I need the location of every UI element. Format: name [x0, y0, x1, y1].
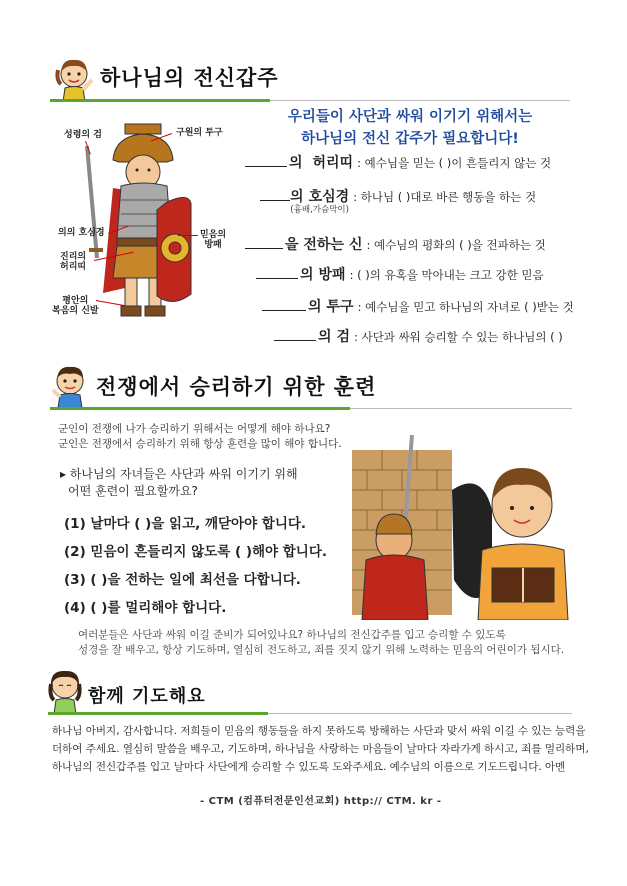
label-shoes-line2: 복음의 신발 [52, 306, 99, 316]
training-intro-line2: 군인은 전쟁에서 승리하기 위해 항상 훈련을 많이 해야 합니다. [58, 438, 342, 450]
answer-blank[interactable] [262, 297, 306, 311]
label-shield [200, 230, 226, 250]
armor-row-prefix: 의 [308, 299, 322, 315]
section2-underline [50, 407, 350, 410]
armor-headline [270, 106, 550, 150]
section2-title: 전쟁에서 승리하기 위한 훈련 [96, 375, 377, 399]
training-intro-line1: 군인이 전쟁에 나가 승리하기 위해서는 어떻게 해야 하나요? [58, 423, 331, 435]
label-belt-line2: 허리띠 [60, 262, 87, 272]
training-question-line1: ▸ 하나님의 자녀들은 사단과 싸워 이기기 위해 [60, 467, 298, 481]
training-question-line2: 어떤 훈련이 필요할까요? [68, 484, 198, 498]
section3-underline [48, 712, 268, 715]
answer-blank[interactable] [256, 265, 298, 279]
footer-credit: - CTM (컴퓨터전문인선교회) http:// CTM. kr - [200, 796, 442, 807]
armor-row-shoes [245, 234, 546, 254]
armor-row-name-group [290, 186, 349, 215]
label-shoes-line1: 평안의 [62, 296, 89, 306]
label-breastplate: 의의 호심경 [58, 228, 105, 238]
armor-row-name: 호심경 [308, 189, 350, 205]
armor-row-sword [274, 326, 563, 346]
section2-divider [350, 408, 572, 409]
armor-row-prefix: 의 [289, 155, 303, 171]
training-item-3: (3) ( )을 전하는 일에 최선을 다합니다. [64, 572, 301, 588]
section1-title: 하나님의 전신갑주 [100, 66, 279, 90]
pointer-shield [178, 235, 198, 236]
section1-divider [270, 100, 570, 101]
armor-row-name: 방패 [318, 267, 346, 283]
kid-praying-icon [46, 668, 84, 714]
section3-divider [268, 713, 572, 714]
soldier-and-boy-reading-illustration [342, 430, 572, 620]
armor-row-shield [256, 264, 544, 284]
armor-row-name: 신 [348, 237, 363, 253]
answer-blank[interactable] [274, 327, 316, 341]
section3-title: 함께 기도해요 [88, 686, 206, 707]
training-closing [78, 628, 564, 658]
armor-row-name: 검 [336, 329, 351, 345]
label-shield-line2: 방패 [204, 240, 222, 250]
label-belt-line1: 진리의 [60, 252, 87, 262]
armor-row-subtitle: (흉배,가슴막이) [290, 205, 349, 215]
label-shield-line1: 믿음의 [200, 230, 227, 240]
armor-row-desc: : 예수님을 믿는 ( )이 흔들리지 않는 것 [357, 156, 552, 170]
training-intro [58, 422, 342, 452]
answer-blank[interactable] [260, 187, 290, 201]
armor-row-desc: : 예수님을 믿고 하나님의 자녀로 ( )받는 것 [357, 300, 574, 314]
label-helmet: 구원의 투구 [176, 128, 223, 138]
armor-row-desc: : 예수님의 평화의 ( )을 전파하는 것 [366, 238, 546, 252]
prayer-line2: 더하여 주세요. 열심히 말씀을 배우고, 기도하며, 하나님을 사랑하는 마음들이 날마다 자라가게 하시고, 죄를 멀리하며, [52, 743, 589, 755]
armor-row-desc: : 하나님 ( )대로 바른 행동을 하는 것 [353, 190, 537, 204]
armor-row-belt [245, 152, 551, 172]
prayer-line1: 하나님 아버지, 감사합니다. 저희들이 믿음의 행동들을 하지 못하도록 방해하는 사단과 맞서 싸워 이길 수 있는 능력을 [52, 725, 586, 737]
armor-row-prefix: 의 [290, 189, 304, 205]
armor-headline-line1: 우리들이 사단과 싸워 이기기 위해서는 [287, 109, 533, 125]
armor-row-prefix: 의 [318, 329, 332, 345]
training-closing-line2: 성경을 잘 배우고, 항상 기도하며, 열심히 전도하고, 죄를 짓지 않기 위해 노력하는 믿음의 어린이가 됩시다. [78, 644, 565, 656]
kid-girl-icon [52, 56, 96, 102]
training-question [60, 466, 298, 500]
armor-row-name: 허리띠 [312, 155, 354, 171]
training-closing-line1: 여러분들은 사단과 싸워 이길 준비가 되어있나요? 하나님의 전신갑주를 입고 승리할 수 있도록 [78, 629, 506, 641]
armor-row-desc: : ( )의 유혹을 막아내는 크고 강한 믿음 [349, 268, 544, 282]
armor-row-prefix: 의 [300, 267, 314, 283]
kid-boy-icon [50, 364, 90, 408]
armor-row-prefix: 을 전하는 [285, 237, 344, 253]
armor-row-name: 투구 [326, 299, 354, 315]
armor-row-breastplate [260, 186, 536, 215]
label-belt [60, 252, 86, 272]
label-shoes [52, 296, 99, 316]
prayer-text [52, 722, 589, 776]
prayer-line3: 하나님의 전신갑주를 입고 날마다 사단에게 승리할 수 있도록 도와주세요. 예수님의 이름으로 기도드립니다. 아멘 [52, 761, 566, 773]
training-item-4: (4) ( )를 멀리해야 합니다. [64, 600, 227, 616]
answer-blank[interactable] [245, 153, 287, 167]
training-item-1: (1) 날마다 ( )을 읽고, 깨닫아야 합니다. [64, 516, 307, 532]
label-sword: 성령의 검 [64, 130, 102, 140]
armor-headline-line2: 하나님의 전신 갑주가 필요합니다! [301, 131, 519, 147]
answer-blank[interactable] [245, 235, 283, 249]
armor-row-desc: : 사단과 싸워 승리할 수 있는 하나님의 ( ) [354, 330, 563, 344]
training-item-2: (2) 믿음이 흔들리지 않도록 ( )해야 합니다. [64, 544, 328, 560]
section1-underline [50, 99, 270, 102]
armor-row-helmet [262, 296, 574, 316]
